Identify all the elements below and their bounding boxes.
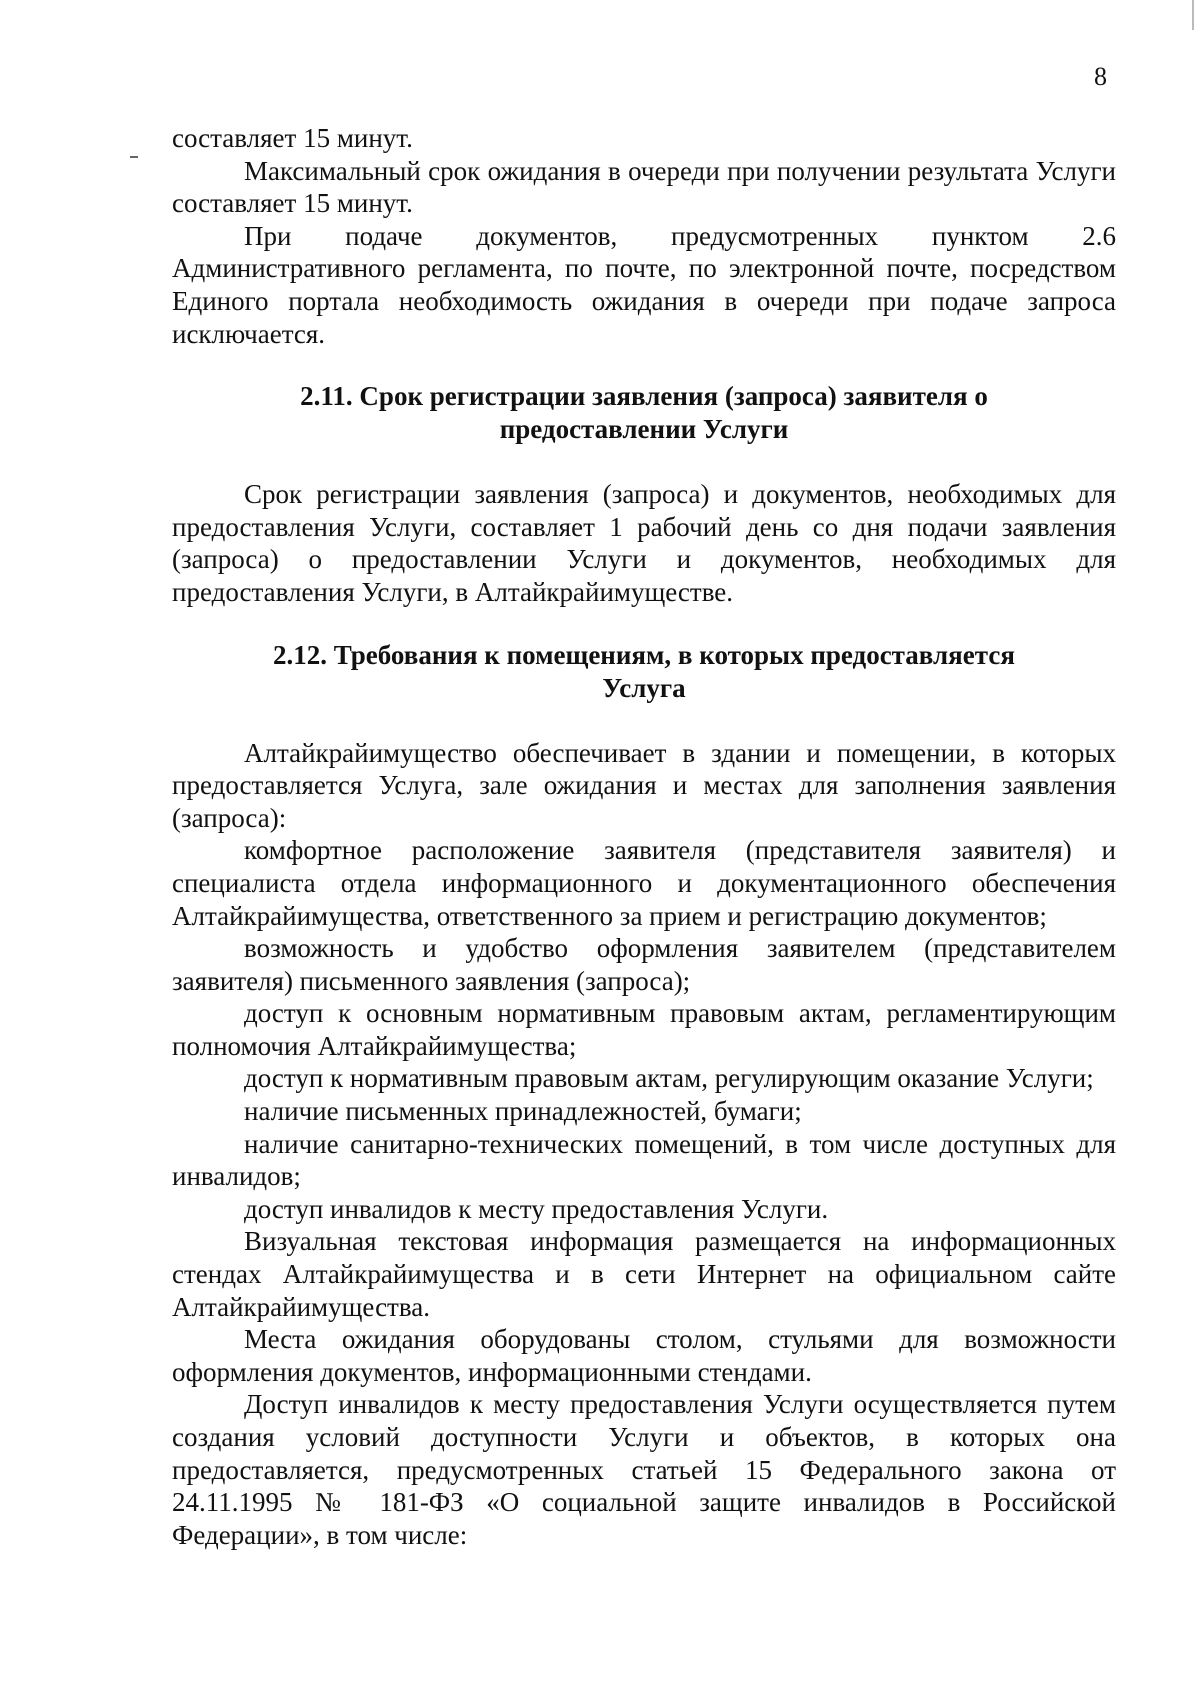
- body-paragraph: доступ к основным нормативным правовым актам, регламентирующим полномочия Алтайкрайимущества;: [172, 998, 1116, 1061]
- scan-edge-mark: [1192, 0, 1194, 30]
- body-paragraph: Максимальный срок ожидания в очереди при получении результата Услуги составляет 15 минут.: [172, 155, 1116, 219]
- body-paragraph: Места ожидания оборудованы столом, стульями для возможности оформления документов, информационными стендами.: [172, 1324, 1116, 1387]
- document-body: [172, 122, 1116, 1551]
- body-paragraph: доступ инвалидов к месту предоставления Услуги.: [244, 1193, 829, 1224]
- section-heading-line: 2.12. Требования к помещениям, в которых предоставляется: [273, 639, 1015, 670]
- section-heading: [172, 639, 1116, 705]
- body-paragraph: комфортное расположение заявителя (представителя заявителя) и специалиста отдела информационного и документационного обеспечения Алтайкрайимущества, ответственного за прием и регистрацию документов;: [172, 835, 1116, 931]
- body-paragraph: составляет 15 минут.: [172, 123, 413, 153]
- section-heading-line: 2.11. Срок регистрации заявления (запроса) заявителя о: [300, 381, 988, 412]
- body-paragraph: Доступ инвалидов к месту предоставления Услуги осуществляется путем создания условий доступности Услуги и объектов, в которых она предоставляется, предусмотренных статьей 15 Федерального закона от 24.11.1995 № 181-ФЗ «О социальной защите инвалидов в Российской Федерации», в том числе:: [172, 1389, 1116, 1550]
- section-heading-line: предоставлении Услуги: [499, 414, 789, 445]
- body-paragraph: Алтайкрайимущество обеспечивает в здании и помещении, в которых предоставляется Услуга, зале ожидания и местах для заполнения заявления (запроса):: [172, 737, 1116, 833]
- body-paragraph: Срок регистрации заявления (запроса) и документов, необходимых для предоставления Услуги, составляет 1 рабочий день со дня подачи заявления (запроса) о предоставлении Услуги и документов, необходимых для предоставления Услуги, в Алтайкрайимуществе.: [172, 479, 1116, 607]
- body-paragraph: доступ к нормативным правовым актам, регулирующим оказание Услуги;: [244, 1063, 1094, 1094]
- body-paragraph: наличие письменных принадлежностей, бумаги;: [244, 1096, 802, 1127]
- section-heading-line: Услуга: [602, 672, 686, 703]
- body-paragraph: Визуальная текстовая информация размещается на информационных стендах Алтайкрайимущества и в сети Интернет на официальном сайте Алтайкрайимущества.: [172, 1226, 1116, 1322]
- scan-margin-mark: [130, 156, 138, 158]
- body-paragraph: При подаче документов, предусмотренных пунктом 2.6 Административного регламента, по почте, по электронной почте, посредством Единого портала необходимость ожидания в очереди при подаче запроса исключается.: [172, 220, 1116, 349]
- body-paragraph: возможность и удобство оформления заявителем (представителем заявителя) письменного заявления (запроса);: [172, 933, 1116, 996]
- page-number: 8: [1094, 62, 1107, 91]
- section-heading: [172, 380, 1116, 446]
- body-paragraph: наличие санитарно-технических помещений, в том числе доступных для инвалидов;: [172, 1128, 1116, 1192]
